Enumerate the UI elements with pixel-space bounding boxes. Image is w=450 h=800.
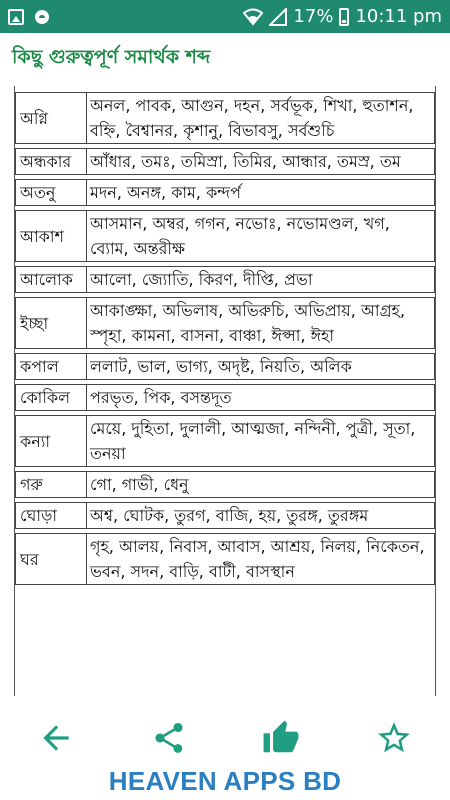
synonyms-cell: মেয়ে, দুহিতা, দুলালী, আত্মজা, নন্দিনী, পুত্রী, সূতা, তনয়া [87,415,435,467]
table-row [15,179,435,206]
battery-icon [339,8,349,26]
arrow-left-icon [37,719,75,757]
table-row [15,148,435,175]
like-button[interactable] [257,714,305,762]
cloud-notification-icon [34,9,50,25]
word-cell: ইচ্ছা [15,297,87,349]
synonyms-cell: অনল, পাবক, আগুন, দহন, সর্বভূক, শিখা, হুতাশন, বহ্নি, বৈশ্বানর, কৃশানু, বিভাবসু, সর্বশুচি [87,92,435,144]
word-cell: কপাল [15,353,87,380]
table-row [15,471,435,498]
star-outline-icon [375,719,413,757]
table-row [15,92,435,144]
notification-icons [8,9,50,25]
synonyms-cell: অশ্ব, ঘোটক, তুরগ, বাজি, হয়, তুরঙ্গ, তুরঙ্গম [87,502,435,529]
word-cell: অন্ধকার [15,148,87,175]
back-button[interactable] [32,714,80,762]
word-cell: ঘোড়া [15,502,87,529]
signal-icon [269,8,287,26]
synonym-list[interactable] [14,86,436,696]
table-row [15,210,435,262]
status-bar [0,0,450,33]
word-cell: অগ্নি [15,92,87,144]
synonyms-cell: আকাঙ্ক্ষা, অভিলাষ, অভিরুচি, অভিপ্রায়, আগ্রহ, স্পৃহা, কামনা, বাসনা, বাঞ্চা, ঈপ্সা, ঈহা [87,297,435,349]
table-row [15,266,435,293]
word-cell: কোকিল [15,384,87,411]
share-icon [151,720,187,756]
bottom-action-bar [0,712,450,764]
table-row [15,415,435,467]
table-row [15,297,435,349]
table-row [15,384,435,411]
synonyms-cell: পরভৃত, পিক, বসন্তদূত [87,384,435,411]
synonyms-cell: আসমান, অম্বর, গগন, নভোঃ, নভোমণ্ডল, খগ, ব্যোম, অন্তরীক্ষ [87,210,435,262]
thumbs-up-icon [262,719,300,757]
synonym-table [15,88,435,589]
share-button[interactable] [145,714,193,762]
word-cell: আকাশ [15,210,87,262]
brand-name[interactable]: HEAVEN APPS BD [108,766,342,796]
wifi-icon [243,8,263,26]
image-notification-icon [8,9,24,25]
word-cell: গরু [15,471,87,498]
favorite-button[interactable] [370,714,418,762]
table-row [15,533,435,585]
synonyms-cell: ললাট, ভাল, ভাগ্য, অদৃষ্ট, নিয়তি, অলিক [87,353,435,380]
clock: 10:11 pm [355,6,442,27]
synonyms-cell: মদন, অনঙ্গ, কাম, কন্দর্প [87,179,435,206]
synonyms-cell: আলো, জ্যোতি, কিরণ, দীপ্তি, প্রভা [87,266,435,293]
table-row [15,502,435,529]
battery-percent: 17% [293,6,334,27]
synonyms-cell: গো, গাভী, ধেনু [87,471,435,498]
word-cell: আলোক [15,266,87,293]
synonyms-cell: গৃহ, আলয়, নিবাস, আবাস, আশ্রয়, নিলয়, নিকেতন, ভবন, সদন, বাড়ি, বাটী, বাসস্থান [87,533,435,585]
table-row [15,353,435,380]
word-cell: অতনু [15,179,87,206]
word-cell: কন্যা [15,415,87,467]
word-cell: ঘর [15,533,87,585]
page-title: কিছু গুরুত্বপূর্ণ সমার্থক শব্দ [12,46,211,68]
synonyms-cell: আঁধার, তমঃ, তমিস্রা, তিমির, আন্ধার, তমস্র, তম [87,148,435,175]
